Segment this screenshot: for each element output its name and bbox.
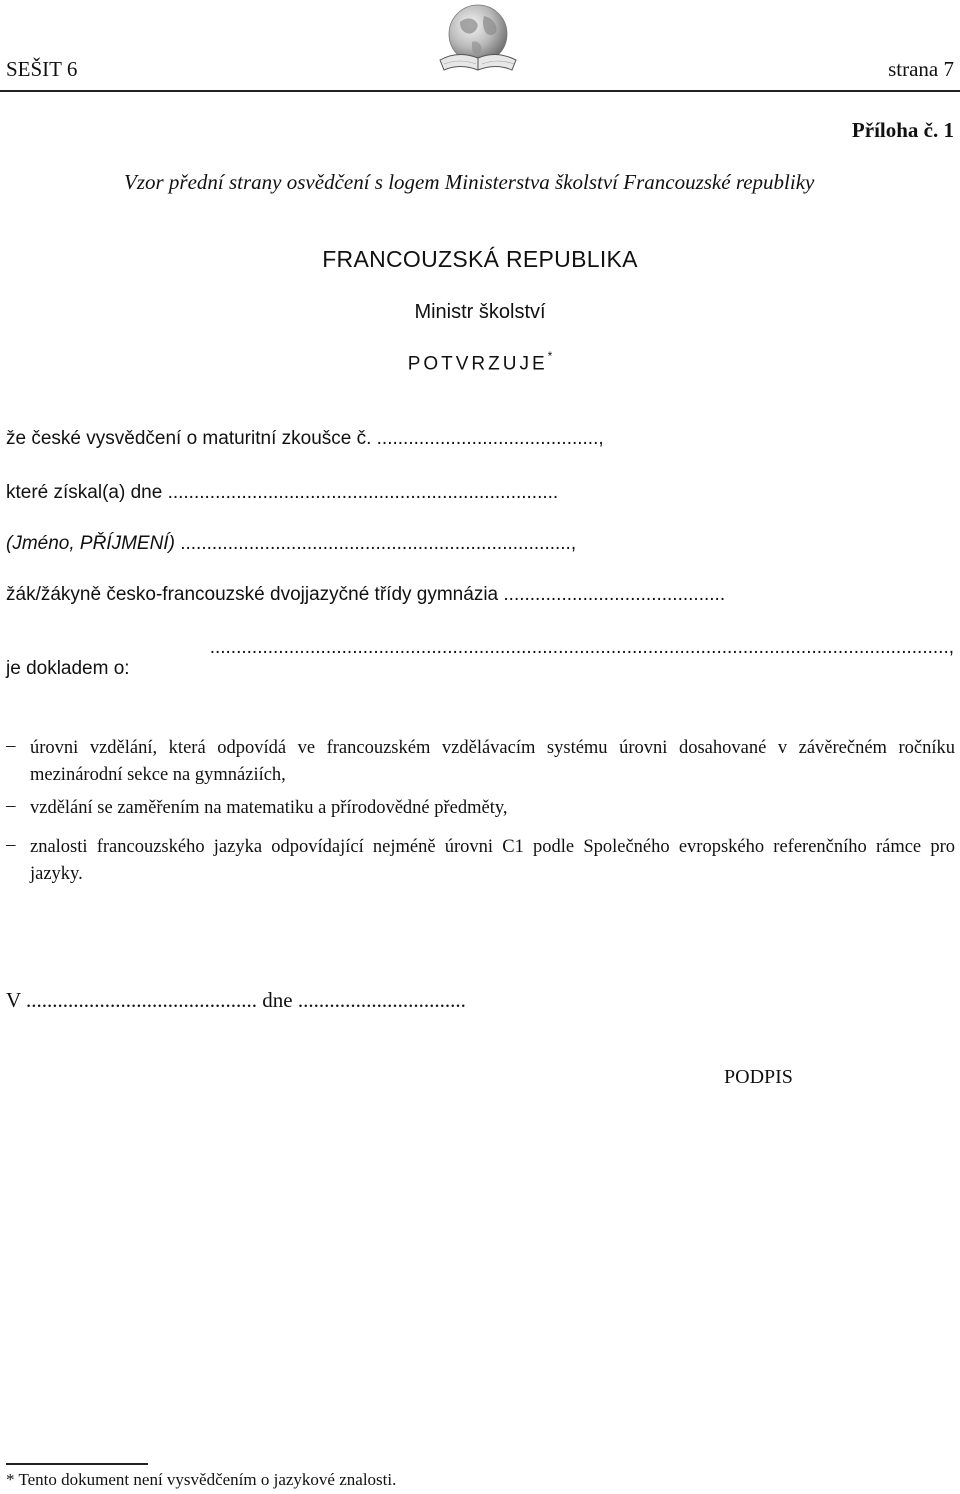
signature-label: PODPIS (724, 1066, 793, 1088)
list-dash: – (6, 834, 16, 855)
list-item-science-focus: vzdělání se zaměřením na matematiku a přírodovědné předměty, (30, 798, 508, 818)
header-page-number: strana 7 (888, 57, 954, 81)
student-line: žák/žákyně česko-francouzské dvojjazyčné třídy gymnázia .......................................... (6, 584, 726, 605)
list-item-french-proficiency: znalosti francouzského jazyka odpovídající nejméně úrovni C1 podle Společného evropského referenčního rámce pro jazyky. (30, 837, 955, 884)
list-item-education-level: úrovni vzdělání, která odpovídá ve francouzském vzdělávacím systému úrovni dosahované v závěrečném ročníku mezinárodní sekce na gymnáziích, (30, 738, 955, 785)
header-section-label: SEŠIT 6 (6, 57, 78, 81)
list-dash: – (6, 795, 16, 816)
certifies-text: POTVRZUJE (407, 353, 548, 375)
globe-book-logo (432, 2, 520, 82)
footnote-mark: * (547, 349, 553, 363)
document-subtitle: Vzor přední strany osvědčení s logem Ministerstva školství Francouzské republiky (124, 170, 815, 194)
list-dash: – (6, 735, 16, 756)
footnote-text: * Tento dokument není vysvědčením o jazykové znalosti. (6, 1470, 397, 1489)
name-line-dots: .........................................................................., (180, 533, 577, 554)
name-line-label: (Jméno, PŘÍJMENÍ) (6, 533, 175, 554)
evidence-intro: je dokladem o: (6, 658, 130, 679)
minister-line: Ministr školství (414, 301, 546, 323)
exam-line: že české vysvědčení o maturitní zkoušce č. .........................................., (6, 428, 604, 449)
obtained-date-line: které získal(a) dne .......................................................................... (6, 482, 559, 503)
student-line-continuation: ............................................................................................................................................, (209, 637, 954, 658)
header-divider (0, 90, 960, 92)
place-date-line: V ............................................ dne ................................ (6, 988, 466, 1012)
footnote-divider (6, 1463, 148, 1465)
republic-heading: FRANCOUZSKÁ REPUBLIKA (322, 246, 638, 272)
certifies-heading (0, 351, 960, 375)
name-line (6, 533, 576, 555)
annex-label: Příloha č. 1 (851, 118, 954, 142)
